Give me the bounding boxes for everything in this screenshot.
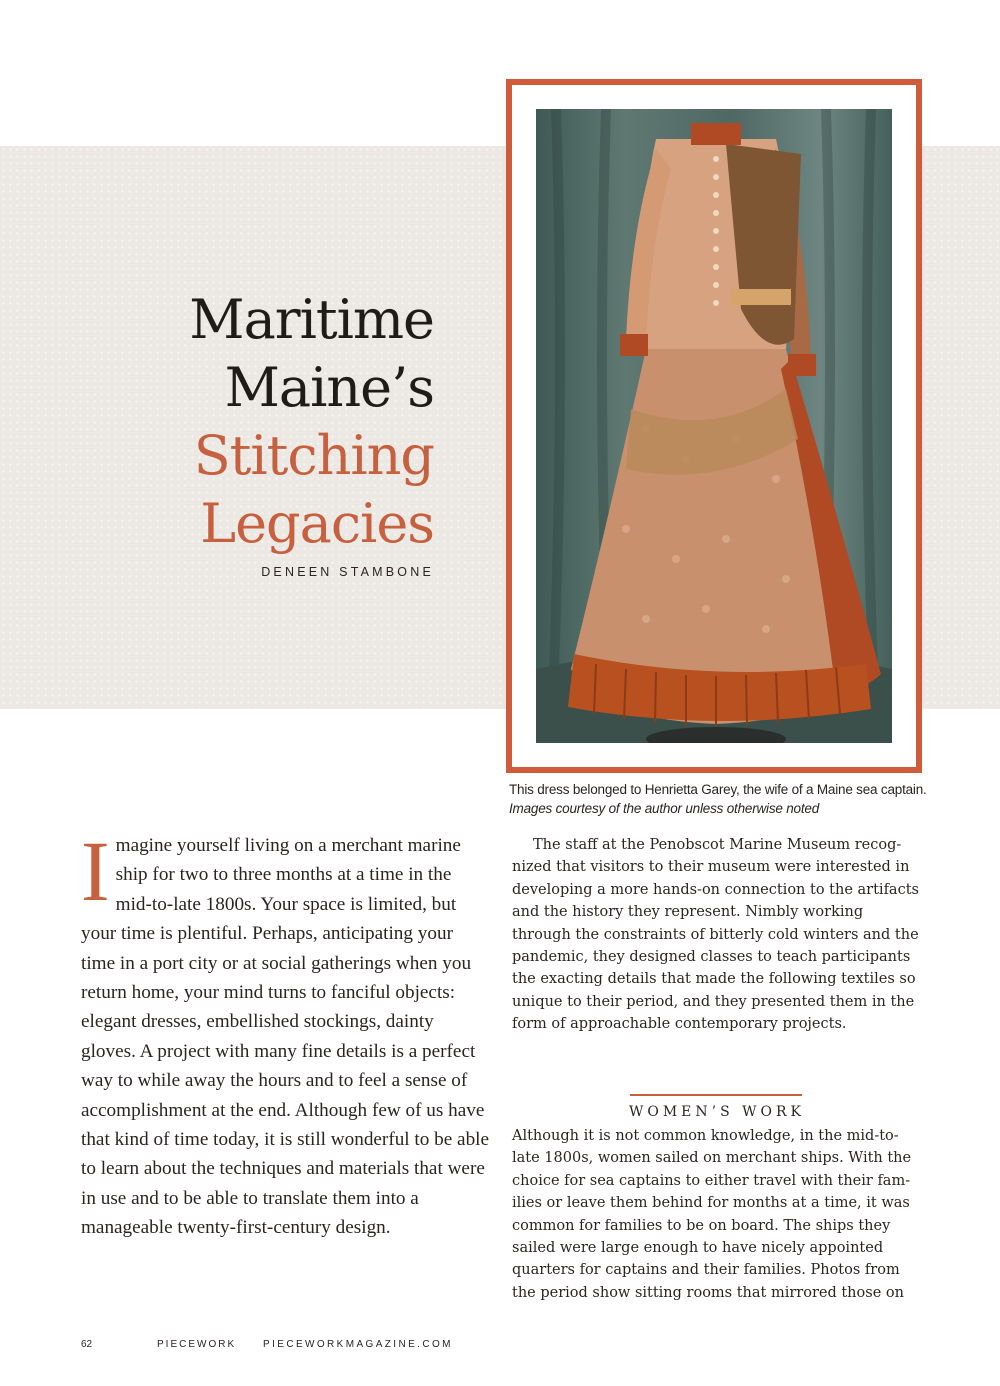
dress-illustration [536, 109, 892, 743]
magazine-website: PIECEWORKMAGAZINE.COM [263, 1339, 453, 1350]
intro-text: magine yourself living on a merchant marine ship for two to three months at a time in the mid-to-late 1800s. Your space is limited, but your time is plentiful. Perhaps, anticipating your time in a port city or at social gatherings when you return home, your mind turns to fanciful objects: elegant dresses, embellished stockings, dainty gloves. A project with many fine details is a perfect way to while away the hours and to feel a sense of accomplishment at the end. Although few of us have that kind of time today, it is still wonderful to be able to learn about the techniques and materials that were in use and to be able to translate them into a manageable twenty-first-century design. [81, 835, 490, 1239]
title-line-maines: Maine’s [224, 356, 434, 419]
womens-work-text: Although it is not common knowledge, in the mid-to-late 1800s, women sailed on merchant ships. With the choice for sea captains to either travel with their families or leave them behind for months at a time, it was common for families to be on board. The ships they sailed were large enough to have nicely appointed quarters for captains and their families. Photos from the period show sitting rooms that mirrored those on [512, 1128, 912, 1301]
magazine-name: PIECEWORK [157, 1339, 237, 1350]
title-line-maritime: Maritime [189, 288, 434, 351]
section-divider [630, 1094, 802, 1096]
section-heading-womens-work: WOMEN’S WORK [628, 1104, 806, 1120]
page-number: 62 [81, 1339, 93, 1350]
photo-caption [509, 780, 929, 818]
title-line-legacies: Legacies [200, 492, 434, 555]
caption-text: This dress belonged to Henrietta Garey, the wife of a Maine sea captain. [509, 782, 927, 797]
intro-paragraph [81, 823, 491, 1243]
womens-work-paragraph [512, 1125, 922, 1304]
museum-paragraph [512, 834, 922, 1036]
intro-column [81, 823, 491, 1243]
article-title [189, 286, 434, 558]
museum-text: The staff at the Penobscot Marine Museum recognized that visitors to their museum were interested in developing a more hands-on connection to the artifacts and the history they represent. Nimbly working through the constraints of bitterly cold winters and the pandemic, they designed classes to teach participants the exacting details that made the following textiles so unique to their period, and they presented them in the form of approachable contemporary projects. [512, 837, 919, 1033]
dress-photo [536, 109, 892, 743]
title-line-stitching: Stitching [193, 424, 434, 487]
dress-photo-frame [506, 79, 922, 773]
photo-credit: Images courtesy of the author unless otherwise noted [509, 801, 820, 816]
author-byline: DENEEN STAMBONE [261, 565, 434, 579]
drop-cap: I [81, 823, 110, 919]
